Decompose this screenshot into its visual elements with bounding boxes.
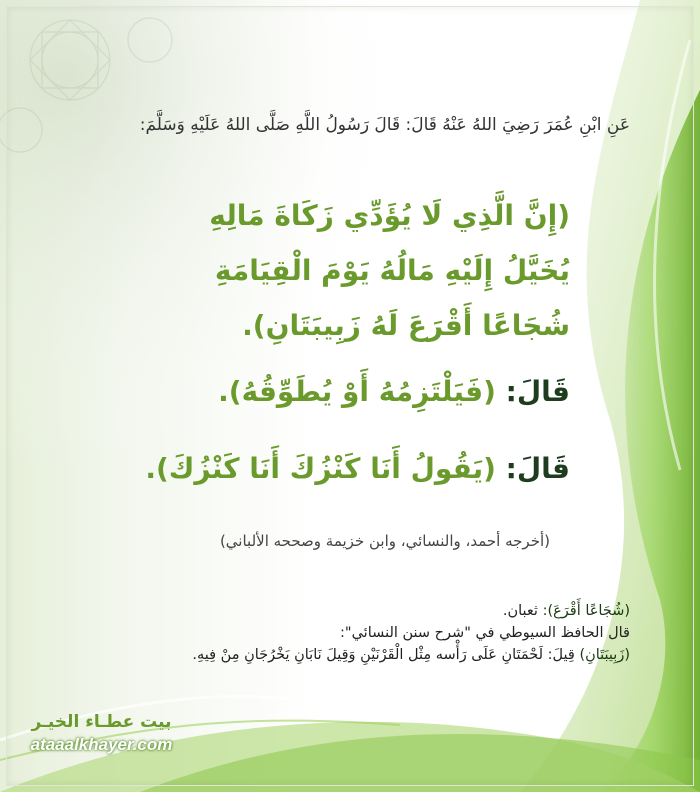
note-line [70, 600, 630, 622]
note-line: قال الحافظ السيوطي في "شرح سنن النسائي": [340, 625, 630, 641]
hadith-source: (أخرجه أحمد، والنسائي، وابن خزيمة وصححه الألباني) [219, 532, 550, 550]
hadith-intro: عَنِ ابْنِ عُمَرَ رَضِيَ اللهُ عَنْهُ قَالَ: قَالَ رَسُولُ اللَّهِ صَلَّى اللهُ عَلَيْهِ وَسَلَّمَ: [139, 115, 630, 135]
note-term: (زَبِيبَتَانِ) [579, 647, 630, 663]
said-label: قَالَ: [505, 375, 570, 408]
hadith-line: شُجَاعًا أَقْرَعَ لَهُ زَبِيبَتَانِ). [242, 309, 570, 342]
site-url: ataaalkhayer.com [30, 735, 173, 754]
hadith-text [90, 188, 570, 353]
hadith-quote: (يَقُولُ أَنَا كَنْزُكَ أَنَا كَنْزُكَ). [145, 452, 496, 485]
note-text: ثعبان. [502, 603, 538, 619]
explanation-notes [70, 600, 630, 666]
note-text: قِيلَ: لَحْمَتَانِ عَلَى رَأْسه مِثْل الْقَرْنَيْنِ وَقِيلَ نَابَانِ يَخْرُجَانِ مِنْ فِيهِ. [192, 647, 575, 663]
site-logo [14, 712, 189, 755]
hadith-quote: (فَيَلْتَزِمُهُ أَوْ يُطَوِّقُهُ). [218, 375, 496, 408]
hadith-line: يُخَيَّلُ إِلَيْهِ مَالُهُ يَوْمَ الْقِيَامَةِ [214, 254, 570, 287]
site-name-arabic: بيت عطـاء الخيـر [31, 712, 172, 732]
note-term: (شُجَاعًا أَقْرَعَ): [542, 603, 630, 619]
said-label: قَالَ: [505, 452, 570, 485]
note-line [70, 644, 630, 666]
hadith-continuation-1 [90, 375, 570, 408]
hadith-line: (إِنَّ الَّذِي لَا يُؤَدِّي زَكَاةَ مَالِهِ [209, 199, 570, 232]
hadith-continuation-2 [90, 452, 570, 485]
